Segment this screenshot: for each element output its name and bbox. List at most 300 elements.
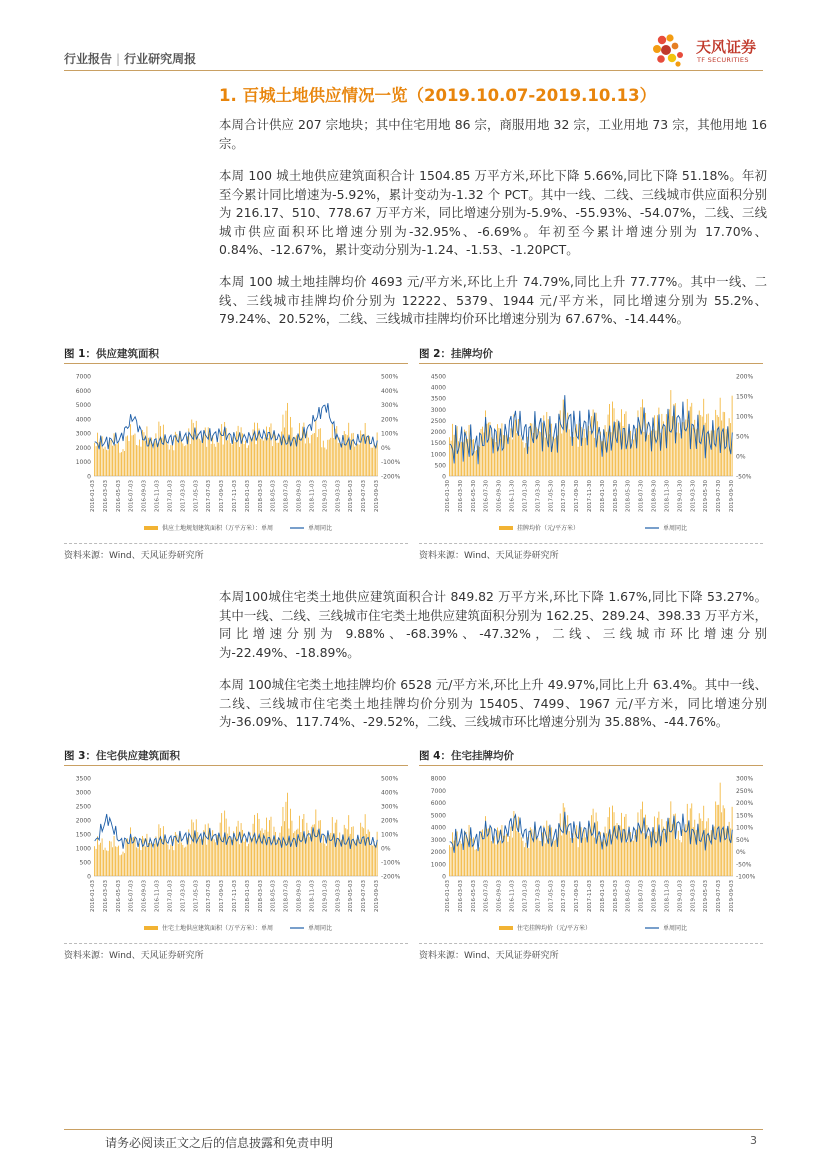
x-tick-label: 2017-01-03 bbox=[167, 480, 174, 512]
bar bbox=[145, 846, 146, 876]
figure-3-label: 图 3： bbox=[64, 750, 96, 762]
bar bbox=[644, 833, 645, 876]
bar bbox=[363, 828, 364, 876]
bar bbox=[117, 444, 118, 476]
x-tick-label: 2016-11-30 bbox=[509, 480, 516, 512]
bar bbox=[126, 840, 127, 876]
bar bbox=[136, 445, 137, 476]
bar bbox=[365, 423, 366, 476]
bar bbox=[118, 846, 119, 876]
bar bbox=[681, 842, 682, 876]
bar bbox=[353, 826, 354, 876]
bar bbox=[470, 838, 471, 876]
bar bbox=[338, 443, 339, 476]
bar bbox=[157, 443, 158, 476]
x-tick-label: 2018-07-03 bbox=[283, 480, 290, 512]
bar bbox=[546, 412, 547, 476]
bar bbox=[321, 447, 322, 476]
y-tick-label: 500 bbox=[434, 462, 446, 470]
bar bbox=[605, 425, 606, 476]
bar bbox=[524, 847, 525, 876]
bar bbox=[512, 838, 513, 876]
figure-1-name: 供应建筑面积 bbox=[95, 348, 159, 360]
bar bbox=[102, 838, 103, 876]
bar bbox=[123, 852, 124, 876]
bar bbox=[209, 434, 210, 476]
figure-2-dash bbox=[419, 543, 763, 544]
bar bbox=[120, 855, 121, 876]
header-separator: | bbox=[116, 52, 121, 66]
bar bbox=[211, 444, 212, 476]
paragraph-plot-count: 本周合计供应 207 宗地块；其中住宅用地 86 宗，商服用地 32 宗，工业用地 73 宗，其他用地 16 宗。 bbox=[219, 117, 767, 151]
bar bbox=[170, 445, 171, 476]
bar bbox=[97, 836, 98, 876]
bar bbox=[458, 844, 459, 876]
bar bbox=[359, 445, 360, 476]
bar bbox=[265, 830, 266, 876]
bar bbox=[582, 438, 583, 476]
bar bbox=[320, 820, 321, 876]
y-tick-label: 1500 bbox=[75, 831, 91, 839]
bar bbox=[250, 435, 251, 476]
bar bbox=[163, 826, 164, 876]
bar bbox=[691, 803, 692, 876]
x-tick-label: 2018-01-03 bbox=[244, 480, 251, 512]
bar bbox=[576, 825, 577, 876]
bar bbox=[152, 848, 153, 876]
bar bbox=[190, 444, 191, 476]
bar bbox=[629, 826, 630, 876]
bar bbox=[606, 833, 607, 876]
y-tick-label: 3500 bbox=[430, 395, 446, 403]
bar bbox=[524, 448, 525, 476]
bar bbox=[281, 432, 282, 476]
paragraph-residential-price: 本周 100城住宅类土地挂牌均价 6528 元/平方米,环比上升 49.97%,同比上升 63.4%。其中一线、二线、三线城市住宅类土地挂牌均价分别为 15405、7499、1967 元/平方米，同比增速分别为-36.09%、117.74%、-29.52%，二线、三线城市环比增速分别为 35.88%、-44.76%。 bbox=[219, 677, 767, 729]
y2-tick-label: 150% bbox=[736, 812, 754, 820]
bar bbox=[262, 828, 263, 876]
bar bbox=[528, 848, 529, 876]
bar bbox=[679, 840, 680, 876]
y2-tick-label: 0% bbox=[736, 453, 746, 461]
bar bbox=[708, 818, 709, 876]
figure-1-label: 图 1： bbox=[64, 348, 96, 360]
bar bbox=[687, 804, 688, 876]
bar bbox=[371, 448, 372, 476]
bar bbox=[329, 835, 330, 876]
bar bbox=[160, 426, 161, 476]
bar bbox=[193, 423, 194, 476]
x-tick-label: 2018-11-03 bbox=[309, 880, 316, 912]
bar bbox=[260, 439, 261, 476]
bar bbox=[530, 423, 531, 476]
bar bbox=[309, 837, 310, 876]
bar bbox=[360, 823, 361, 876]
x-tick-label: 2019-07-03 bbox=[716, 880, 723, 912]
y2-tick-label: 500% bbox=[381, 373, 399, 381]
bar bbox=[215, 842, 216, 876]
bar bbox=[166, 842, 167, 876]
bar bbox=[233, 437, 234, 476]
y-tick-label: 0 bbox=[442, 873, 446, 881]
logo-text-cn: 天风证券 bbox=[696, 38, 757, 56]
bar bbox=[115, 846, 116, 876]
bar bbox=[232, 444, 233, 476]
legend-bar-swatch bbox=[499, 926, 513, 930]
x-tick-label: 2019-01-03 bbox=[322, 480, 329, 512]
bar bbox=[317, 437, 318, 476]
bar bbox=[111, 440, 112, 476]
chart-supply-area bbox=[64, 370, 408, 540]
bar bbox=[96, 446, 97, 476]
bar bbox=[614, 812, 615, 876]
y-tick-label: 7000 bbox=[430, 787, 446, 795]
y-tick-label: 3000 bbox=[75, 789, 91, 797]
bar bbox=[287, 403, 288, 476]
bar bbox=[218, 837, 219, 876]
bar bbox=[522, 442, 523, 476]
bar bbox=[245, 838, 246, 876]
x-tick-label: 2017-09-03 bbox=[574, 880, 581, 912]
bar bbox=[638, 812, 639, 876]
bar bbox=[271, 423, 272, 476]
bar bbox=[641, 809, 642, 876]
y-tick-label: 3000 bbox=[430, 406, 446, 414]
bar bbox=[330, 833, 331, 876]
bar bbox=[263, 441, 264, 476]
bar bbox=[509, 437, 510, 476]
bar bbox=[139, 843, 140, 876]
bar bbox=[175, 832, 176, 876]
figure-3-title bbox=[64, 748, 180, 763]
bar bbox=[205, 824, 206, 876]
bar bbox=[507, 842, 508, 876]
bar bbox=[241, 823, 242, 876]
bar bbox=[632, 840, 633, 876]
bar bbox=[342, 443, 343, 476]
bar bbox=[227, 440, 228, 476]
bar bbox=[639, 425, 640, 476]
bar bbox=[169, 850, 170, 876]
figure-4-rule bbox=[419, 765, 763, 766]
bar bbox=[199, 837, 200, 876]
bar bbox=[688, 420, 689, 476]
bar bbox=[525, 843, 526, 876]
x-tick-label: 2017-03-03 bbox=[180, 880, 187, 912]
bar bbox=[723, 412, 724, 476]
bar bbox=[614, 408, 615, 476]
bar bbox=[702, 821, 703, 876]
bar bbox=[563, 400, 564, 476]
x-tick-label: 2018-07-03 bbox=[638, 880, 645, 912]
bar bbox=[360, 430, 361, 476]
bar bbox=[109, 440, 110, 476]
bar bbox=[191, 420, 192, 476]
bar bbox=[617, 419, 618, 476]
bar bbox=[708, 414, 709, 476]
bar bbox=[124, 451, 125, 476]
y2-tick-label: 200% bbox=[381, 416, 399, 424]
bar bbox=[108, 450, 109, 476]
bar bbox=[158, 422, 159, 476]
bar bbox=[549, 838, 550, 876]
x-tick-label: 2017-01-03 bbox=[167, 880, 174, 912]
bar bbox=[164, 438, 165, 476]
bar bbox=[682, 829, 683, 876]
bar bbox=[372, 846, 373, 876]
bar bbox=[341, 444, 342, 476]
bar bbox=[300, 438, 301, 476]
x-tick-label: 2019-09-03 bbox=[374, 480, 380, 512]
bar bbox=[548, 419, 549, 476]
y-tick-label: 2000 bbox=[75, 444, 91, 452]
bar bbox=[105, 848, 106, 876]
bar bbox=[594, 438, 595, 476]
bar bbox=[117, 847, 118, 876]
header-rule bbox=[64, 70, 763, 71]
bar bbox=[94, 846, 95, 876]
bar bbox=[338, 839, 339, 876]
x-tick-label: 2017-07-03 bbox=[206, 480, 213, 512]
bar bbox=[536, 836, 537, 876]
bar bbox=[693, 827, 694, 876]
x-tick-label: 2019-03-03 bbox=[335, 880, 342, 912]
x-tick-label: 2018-05-03 bbox=[270, 880, 277, 912]
bar bbox=[482, 427, 483, 476]
bar bbox=[147, 834, 148, 876]
y-tick-label: 6000 bbox=[430, 800, 446, 807]
bar bbox=[700, 819, 701, 876]
bar bbox=[626, 814, 627, 876]
bar bbox=[248, 445, 249, 476]
y-tick-label: 4500 bbox=[430, 373, 446, 381]
bar bbox=[121, 452, 122, 476]
bar bbox=[208, 823, 209, 876]
x-tick-label: 2018-11-03 bbox=[309, 480, 316, 512]
y2-tick-label: 0% bbox=[736, 849, 746, 856]
bar bbox=[732, 807, 733, 876]
x-tick-label: 2017-05-03 bbox=[193, 880, 200, 912]
bar bbox=[560, 813, 561, 876]
bar bbox=[142, 836, 143, 876]
bar bbox=[575, 428, 576, 476]
bar bbox=[141, 447, 142, 476]
y-tick-label: 0 bbox=[87, 473, 91, 481]
bar bbox=[257, 813, 258, 876]
bar bbox=[114, 433, 115, 476]
bar bbox=[299, 816, 300, 876]
bar bbox=[688, 823, 689, 876]
bar bbox=[199, 439, 200, 476]
bar bbox=[275, 436, 276, 476]
bar bbox=[672, 824, 673, 876]
bar bbox=[657, 818, 658, 876]
bar bbox=[546, 821, 547, 876]
bar bbox=[139, 440, 140, 476]
bar bbox=[347, 829, 348, 876]
bar bbox=[687, 399, 688, 476]
bar bbox=[627, 842, 628, 876]
bar bbox=[676, 839, 677, 876]
x-tick-label: 2018-05-03 bbox=[625, 880, 632, 912]
y-tick-label: 4000 bbox=[430, 824, 446, 832]
bar bbox=[515, 817, 516, 876]
bar bbox=[357, 838, 358, 876]
bar bbox=[184, 848, 185, 876]
bar bbox=[706, 821, 707, 876]
bar bbox=[147, 426, 148, 476]
y-tick-label: 8000 bbox=[430, 775, 446, 783]
x-tick-label: 2016-03-03 bbox=[102, 480, 109, 512]
bar bbox=[348, 423, 349, 476]
bar bbox=[569, 831, 570, 876]
bar bbox=[730, 828, 731, 876]
legend-bar-swatch bbox=[144, 926, 158, 930]
bar bbox=[163, 425, 164, 476]
y-tick-label: 3000 bbox=[75, 430, 91, 438]
bar bbox=[533, 839, 534, 876]
bar bbox=[644, 432, 645, 476]
y2-tick-label: 0% bbox=[381, 444, 391, 452]
bar bbox=[280, 437, 281, 476]
y-tick-label: 5000 bbox=[75, 402, 91, 410]
bar bbox=[127, 435, 128, 476]
bar bbox=[244, 842, 245, 876]
bar bbox=[479, 447, 480, 476]
bar bbox=[476, 849, 477, 876]
bar bbox=[235, 838, 236, 876]
x-tick-label: 2018-05-03 bbox=[270, 480, 277, 512]
bar bbox=[284, 427, 285, 476]
bar bbox=[315, 420, 316, 476]
bar bbox=[684, 422, 685, 476]
bar bbox=[467, 839, 468, 876]
x-tick-label: 2018-09-03 bbox=[296, 880, 303, 912]
bar bbox=[681, 436, 682, 476]
bar bbox=[251, 442, 252, 476]
bar bbox=[250, 832, 251, 876]
bar bbox=[197, 434, 198, 476]
x-tick-label: 2019-09-30 bbox=[729, 480, 735, 512]
x-tick-label: 2019-07-03 bbox=[361, 880, 368, 912]
x-tick-label: 2016-03-03 bbox=[457, 880, 464, 912]
bar bbox=[461, 844, 462, 876]
y-tick-label: 2500 bbox=[430, 417, 446, 425]
bar bbox=[220, 431, 221, 476]
bar bbox=[229, 827, 230, 876]
paragraph-supply-area: 本周 100 城土地供应建筑面积合计 1504.85 万平方米,环比下降 5.66%,同比下降 51.18%。年初至今累计同比增速为-5.92%，累计变动为-1.32 个 PCT。其中一线、二线、三线城市供应面积分别为 216.17、510、778.67 万平方米，同比增速分别为-5.9%、-55.93%、-54.07%，二线、三线城市供应面积环比增速分别为-32.95%、-6.69%。年初至今累计增速分别为 17.70%、0.84%、-12.67%，累计变动分别为-1.24、-1.53、-1.20PCT。 bbox=[219, 168, 767, 257]
bar bbox=[236, 827, 237, 876]
bar bbox=[588, 426, 589, 476]
bar bbox=[578, 447, 579, 476]
legend-label: 单周同比 bbox=[308, 925, 333, 932]
bar bbox=[224, 811, 225, 876]
figure-2-title bbox=[419, 346, 493, 361]
bar bbox=[202, 441, 203, 476]
bar bbox=[585, 438, 586, 476]
x-tick-label: 2016-11-03 bbox=[509, 880, 516, 912]
bar bbox=[196, 421, 197, 476]
bar bbox=[723, 805, 724, 876]
bar bbox=[539, 431, 540, 476]
x-tick-label: 2018-11-03 bbox=[664, 880, 671, 912]
report-header bbox=[64, 50, 196, 67]
bar bbox=[123, 449, 124, 476]
bar bbox=[148, 843, 149, 876]
bar bbox=[345, 434, 346, 476]
x-tick-label: 2018-09-03 bbox=[296, 480, 303, 512]
bar bbox=[676, 432, 677, 476]
bar bbox=[323, 835, 324, 876]
bar bbox=[235, 442, 236, 476]
bar bbox=[133, 837, 134, 876]
bar bbox=[103, 449, 104, 476]
bar bbox=[108, 851, 109, 876]
bar bbox=[132, 435, 133, 476]
bar bbox=[306, 431, 307, 476]
bar bbox=[300, 832, 301, 876]
bar bbox=[648, 435, 649, 476]
bar bbox=[217, 441, 218, 476]
x-tick-label: 2019-07-30 bbox=[716, 480, 723, 512]
bar bbox=[491, 841, 492, 876]
x-tick-label: 2019-07-03 bbox=[361, 480, 368, 512]
bar bbox=[271, 817, 272, 876]
bar bbox=[209, 830, 210, 876]
bar bbox=[277, 443, 278, 476]
bar bbox=[175, 432, 176, 476]
bar bbox=[515, 420, 516, 476]
bar bbox=[238, 426, 239, 476]
bar bbox=[178, 844, 179, 876]
figure-3-source: 资料来源：Wind、天风证券研究所 bbox=[64, 951, 204, 961]
bar bbox=[120, 453, 121, 476]
bar bbox=[247, 846, 248, 876]
bar bbox=[294, 437, 295, 476]
bar bbox=[700, 415, 701, 476]
legend-label: 住宅挂牌均价（元/平方米） bbox=[517, 925, 592, 932]
chart-residential-area bbox=[64, 772, 408, 940]
bar bbox=[497, 828, 498, 876]
bar bbox=[294, 831, 295, 876]
logo-text-en: TF SECURITIES bbox=[697, 56, 749, 64]
bar bbox=[593, 809, 594, 876]
bar bbox=[554, 841, 555, 876]
paragraph-listing-price: 本周 100 城土地挂牌均价 4693 元/平方米,环比上升 74.79%,同比上升 77.77%。其中一线、二线、三线城市挂牌均价分别为 12222、5379、1944 元/平方米，同比增速分别为 55.2%、79.24%、20.52%，二线、三线城市挂牌均价环比增速分别为 67.67%、-14.44%。 bbox=[219, 274, 767, 326]
bar bbox=[320, 428, 321, 476]
bar bbox=[717, 805, 718, 876]
x-tick-label: 2019-05-30 bbox=[703, 480, 710, 512]
x-tick-label: 2019-03-30 bbox=[690, 480, 697, 512]
bar bbox=[636, 428, 637, 476]
bar bbox=[375, 446, 376, 476]
bar bbox=[721, 812, 722, 876]
x-tick-label: 2018-09-03 bbox=[651, 880, 658, 912]
bar bbox=[154, 441, 155, 476]
bar bbox=[490, 828, 491, 876]
bar bbox=[309, 443, 310, 476]
y-tick-label: 0 bbox=[87, 873, 91, 881]
x-tick-label: 2018-01-03 bbox=[244, 880, 251, 912]
bar bbox=[516, 831, 517, 876]
bar bbox=[281, 826, 282, 876]
figure-3-name: 住宅供应建筑面积 bbox=[95, 750, 180, 762]
bar bbox=[268, 438, 269, 476]
bar bbox=[179, 832, 180, 876]
bar bbox=[564, 404, 565, 476]
bar bbox=[158, 824, 159, 876]
bar bbox=[145, 441, 146, 476]
bar bbox=[141, 850, 142, 876]
